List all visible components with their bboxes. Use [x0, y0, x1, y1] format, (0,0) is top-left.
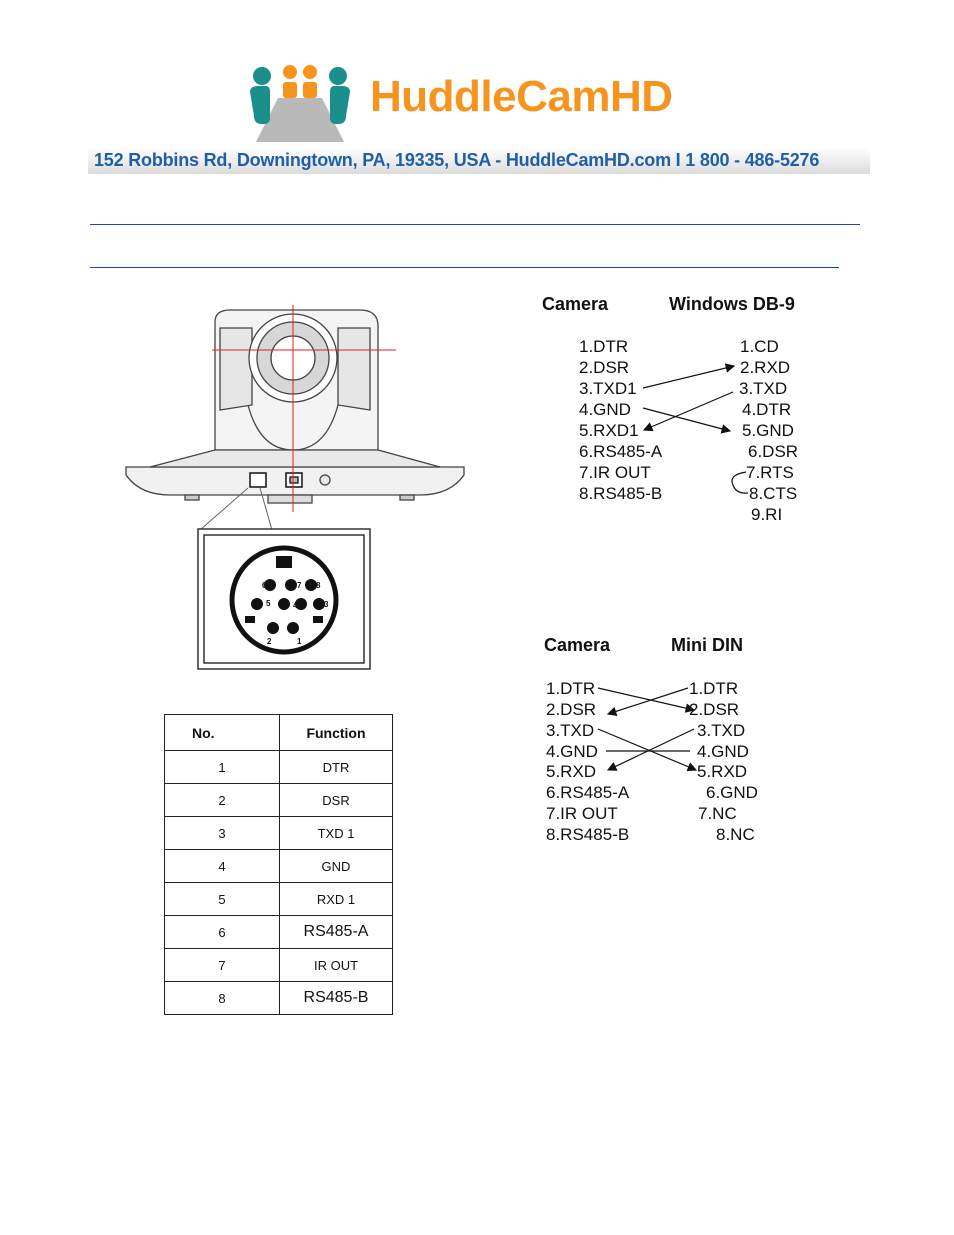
db9-camera-pin: 1.DTR — [579, 337, 629, 356]
db9-camera-pin: 4.GND — [579, 400, 631, 419]
table-row — [165, 949, 393, 982]
company-address: 152 Robbins Rd, Downingtown, PA, 19335, USA - HuddleCamHD.com I 1 800 - 486-5276 — [94, 150, 820, 170]
db9-connector-title: Windows DB-9 — [669, 294, 795, 314]
minidin-camera-pin: 6.RS485-A — [546, 783, 630, 802]
column-header-function: Function — [280, 715, 393, 751]
db9-connector-pin: 6.DSR — [748, 442, 799, 461]
db9-camera-pin: 5.RXD1 — [579, 421, 639, 440]
connector-pin-label: 3 — [324, 600, 329, 609]
pin-number: 6 — [165, 916, 280, 949]
pin-number: 7 — [165, 949, 280, 982]
minidin-wiring-arrows — [590, 680, 710, 780]
db9-connector-pin: 3.TXD — [739, 379, 788, 398]
db9-camera-pin: 2.DSR — [579, 358, 630, 377]
pin-number: 4 — [165, 850, 280, 883]
pin-function: RS485-A — [280, 916, 393, 949]
connector-pin-label: 4 — [293, 601, 298, 610]
connector-pin-label: 8 — [316, 581, 321, 590]
db9-connector-pin: 7.RTS — [746, 463, 794, 482]
brand-logo-mark — [240, 58, 360, 142]
minidin-camera-pin: 2.DSR — [546, 700, 597, 719]
db9-connector-pin: 2.RXD — [740, 358, 791, 377]
pin-function-table — [164, 714, 393, 1015]
minidin-camera-pin: 7.IR OUT — [546, 804, 618, 823]
mini-din-connector-diagram — [197, 528, 371, 670]
minidin-connector-pin: 5.RXD — [697, 762, 748, 781]
connector-pin-label: 1 — [297, 637, 302, 646]
table-header-row — [165, 715, 393, 751]
minidin-connector-pin: 1.DTR — [689, 679, 739, 698]
divider-bottom — [90, 267, 839, 268]
divider-top — [90, 224, 860, 225]
table-row — [165, 817, 393, 850]
minidin-camera-pin: 4.GND — [546, 742, 598, 761]
db9-connector-pin: 8.CTS — [749, 484, 798, 503]
db9-wiring-arrows — [600, 340, 770, 510]
pin-number: 5 — [165, 883, 280, 916]
pin-function: DSR — [280, 784, 393, 817]
connector-pin-label: 7 — [297, 581, 302, 590]
pin-function: RS485-B — [280, 982, 393, 1015]
db9-connector-pin: 5.GND — [742, 421, 794, 440]
minidin-connector-pin: 4.GND — [697, 742, 749, 761]
pin-number: 3 — [165, 817, 280, 850]
db9-connector-pin: 9.RI — [751, 505, 783, 524]
db9-camera-pin: 7.IR OUT — [579, 463, 651, 482]
column-header-no: No. — [165, 715, 280, 751]
minidin-connector-pin: 6.GND — [706, 783, 758, 802]
minidin-connector-title: Mini DIN — [671, 635, 743, 655]
brand-name: HuddleCamHD — [370, 72, 673, 121]
pin-number: 2 — [165, 784, 280, 817]
db9-camera-pin: 3.TXD1 — [579, 379, 637, 398]
minidin-camera-title: Camera — [544, 635, 611, 655]
minidin-camera-pin: 8.RS485-B — [546, 825, 630, 844]
connector-pin-label: 6 — [262, 581, 267, 590]
db9-connector-pin: 1.CD — [740, 337, 779, 356]
minidin-camera-pin: 1.DTR — [546, 679, 596, 698]
db9-camera-title: Camera — [542, 294, 609, 314]
pin-function: TXD 1 — [280, 817, 393, 850]
table-row — [165, 982, 393, 1015]
table-row — [165, 916, 393, 949]
pin-number: 1 — [165, 751, 280, 784]
minidin-connector-pin: 7.NC — [698, 804, 737, 823]
minidin-connector-pin: 2.DSR — [689, 700, 740, 719]
pin-number: 8 — [165, 982, 280, 1015]
table-row — [165, 850, 393, 883]
pin-function: DTR — [280, 751, 393, 784]
connector-pin-label: 2 — [267, 637, 272, 646]
table-row — [165, 784, 393, 817]
table-row — [165, 883, 393, 916]
minidin-connector-pin: 3.TXD — [697, 721, 746, 740]
pin-function: GND — [280, 850, 393, 883]
minidin-camera-pin: 3.TXD — [546, 721, 595, 740]
db9-camera-pin: 8.RS485-B — [579, 484, 663, 503]
connector-pin-label: 5 — [266, 599, 271, 608]
pin-function: RXD 1 — [280, 883, 393, 916]
db9-connector-pin: 4.DTR — [742, 400, 792, 419]
pin-function: IR OUT — [280, 949, 393, 982]
minidin-camera-pin: 5.RXD — [546, 762, 597, 781]
db9-camera-pin: 6.RS485-A — [579, 442, 663, 461]
table-row — [165, 751, 393, 784]
minidin-connector-pin: 8.NC — [716, 825, 755, 844]
